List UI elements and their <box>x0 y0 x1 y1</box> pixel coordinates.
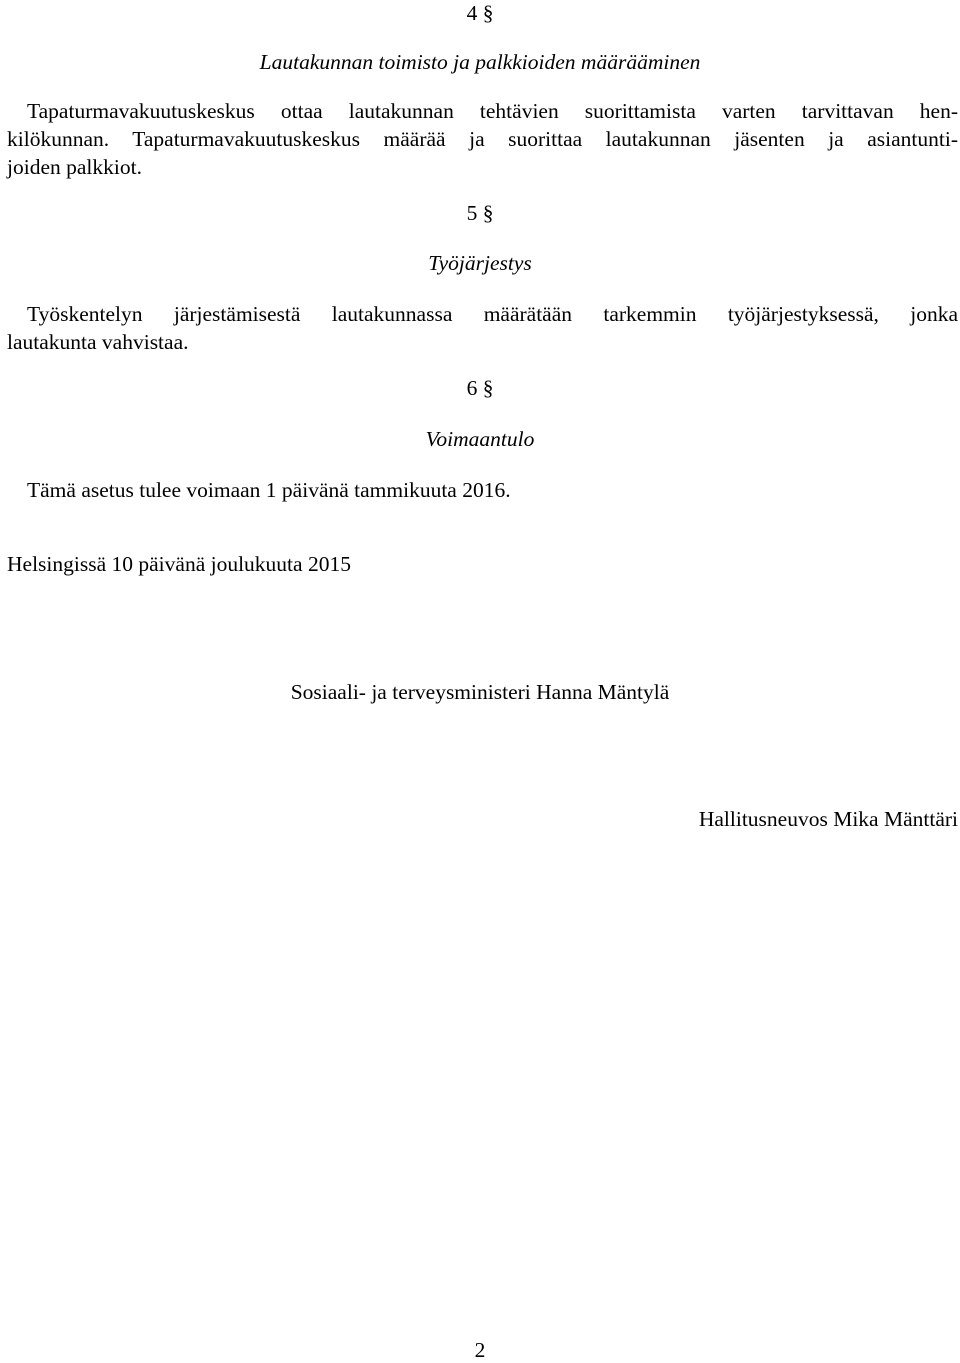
section-4-paragraph-line-3: joiden palkkiot. <box>7 155 142 179</box>
section-6-heading: Voimaantulo <box>425 427 535 451</box>
place-and-date: Helsingissä 10 päivänä joulukuuta 2015 <box>7 552 351 576</box>
section-4-paragraph-line-2: kilökunnan. Tapaturmavakuutuskeskus määrää ja suorittaa lautakunnan jäsenten ja asiantunti- <box>7 127 958 151</box>
section-6-number: 6 § <box>466 376 494 400</box>
section-5-heading: Työjärjestys <box>428 251 532 275</box>
section-4-paragraph-line-1: Tapaturmavakuutuskeskus ottaa lautakunnan tehtävien suorittamista varten tarvittavan hen- <box>27 99 958 123</box>
section-5-number: 5 § <box>466 201 494 225</box>
section-6-paragraph-line-1: Tämä asetus tulee voimaan 1 päivänä tammikuuta 2016. <box>27 478 511 502</box>
page-number: 2 <box>474 1338 486 1362</box>
section-5-paragraph-line-1: Työskentelyn järjestämisestä lautakunnassa määrätään tarkemmin työjärjestyksessä, jonka <box>27 302 958 326</box>
section-4-number: 4 § <box>466 1 494 25</box>
signature-counsellor: Hallitusneuvos Mika Mänttäri <box>698 807 958 831</box>
signature-minister: Sosiaali- ja terveysministeri Hanna Mäntylä <box>290 680 670 704</box>
section-5-paragraph-line-2: lautakunta vahvistaa. <box>7 330 189 354</box>
section-4-heading: Lautakunnan toimisto ja palkkioiden määrääminen <box>259 50 701 74</box>
